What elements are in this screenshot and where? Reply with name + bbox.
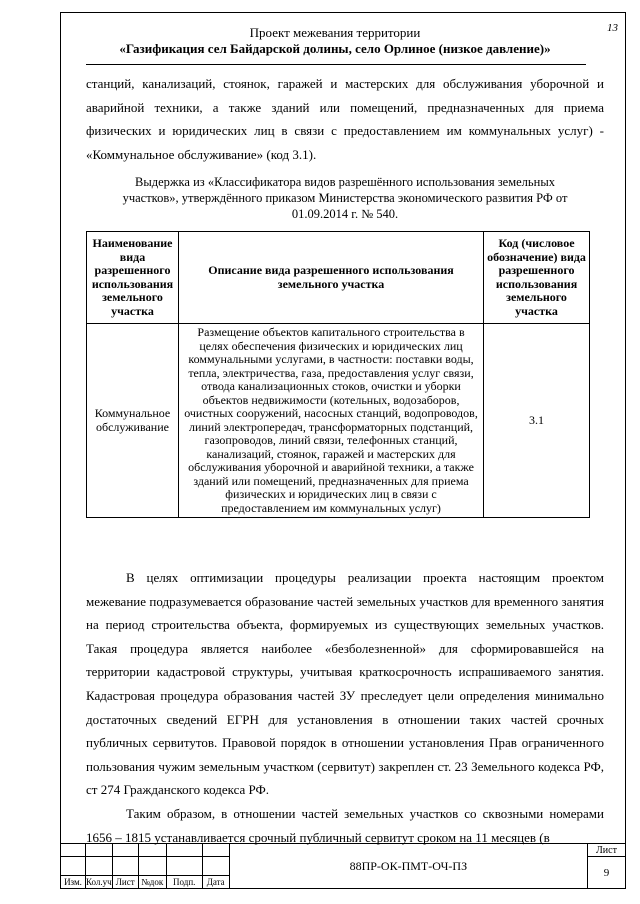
caption-line: участков», утверждённого приказом Министерства экономического развития РФ от bbox=[122, 191, 568, 205]
header-divider bbox=[86, 64, 586, 65]
stamp-column-label: Подп. bbox=[166, 875, 202, 888]
document-code: 88ПР-ОК-ПМТ-ОЧ-ПЗ bbox=[229, 844, 587, 889]
stamp-cell bbox=[61, 857, 86, 875]
table-row bbox=[87, 324, 590, 518]
stamp-column-label: Лист bbox=[112, 875, 138, 888]
column-header-description: Описание вида разрешенного использования земельного участка bbox=[178, 232, 483, 324]
stamp-cell bbox=[61, 844, 86, 857]
stamp-cell bbox=[86, 857, 113, 875]
cell-code: 3.1 bbox=[484, 324, 590, 518]
title-block-stamp bbox=[60, 843, 626, 889]
stamp-cell bbox=[202, 844, 229, 857]
body-paragraph: В целях оптимизации процедуры реализации проекта настоящим проектом межевание подразумевается образование частей земельных участков для временного занятия на период строительства объекта, формируемых из существующих земельных участков. Такая процедура является наиболее «безболезненной» для сформировавшейся на территории кадастровой структуры, учитывая краткосрочность испрашиваемого занятия. Кадастровая процедура образования частей ЗУ преследует цели определения минимально достаточных сведений ЕГРН для установления в отношении таких частей срочных публичных сервитутов. Правовой порядок в отношении установления Прав ограниченного пользования чужим земельным участком (сервитут) закреплен ст. 23 Земельного кодекса РФ, ст 274 Гражданского кодекса РФ. bbox=[86, 570, 604, 798]
intro-paragraph bbox=[86, 72, 604, 166]
stamp-cell bbox=[138, 857, 166, 875]
stamp-cell bbox=[166, 857, 202, 875]
table-caption bbox=[86, 174, 604, 222]
document-header bbox=[75, 25, 595, 57]
stamp-column-label: №док bbox=[138, 875, 166, 888]
sheet-label: Лист bbox=[588, 844, 626, 857]
main-body bbox=[86, 566, 604, 849]
stamp-column-label: Кол.уч bbox=[86, 876, 112, 887]
stamp-column-label: Дата bbox=[202, 875, 229, 888]
stamp-cell bbox=[138, 844, 166, 857]
stamp-cell bbox=[86, 844, 113, 857]
sheet-number: 9 bbox=[588, 857, 626, 889]
column-header-name: Наименование вида разрешенного использования земельного участка bbox=[87, 232, 179, 324]
header-title: Проект межевания территории bbox=[249, 25, 421, 40]
classifier-table bbox=[86, 231, 590, 518]
caption-line: Выдержка из «Классификатора видов разрешённого использования земельных bbox=[135, 175, 555, 189]
stamp-column-label: Изм. bbox=[61, 875, 86, 888]
stamp-cell bbox=[112, 857, 138, 875]
stamp-cell bbox=[202, 857, 229, 875]
header-project-name: «Газификация сел Байдарской долины, село Орлиное (низкое давление)» bbox=[119, 41, 551, 56]
column-header-code: Код (числовое обозначение) вида разрешенного использования земельного участка bbox=[484, 232, 590, 324]
cell-name: Коммунальное обслуживание bbox=[87, 324, 179, 518]
stamp-cell bbox=[112, 844, 138, 857]
caption-line: 01.09.2014 г. № 540. bbox=[291, 207, 399, 221]
body-paragraph: Таким образом, в отношении частей земельных участков со сквозными номерами 1656 – 1815 устанавливается срочный публичный сервитут сроком на 11 месяцев (в bbox=[86, 805, 604, 845]
cell-description: Размещение объектов капитального строительства в целях обеспечения физических и юридических лиц коммунальными услугами, в частности: поставки воды, тепла, электричества, газа, предоставления услуг связи, отвода канализационных стоков, очистки и уборки объектов недвижимости (котельных, водозаборов, очистных сооружений, насосных станций, водопроводов, линий электропередач, трансформаторных подстанций, газопроводов, линий связи, телефонных станций, канализаций, стоянок, гаражей и мастерских для обслуживания уборочной и аварийной техники, а также зданий или помещений, предназначенных для приема физических и юридических лиц в связи с предоставлением им коммунальных услуг) bbox=[178, 324, 483, 518]
stamp-cell bbox=[166, 844, 202, 857]
intro-text: станций, канализаций, стоянок, гаражей и мастерских для обслуживания уборочной и аварийной техники, а также зданий или помещений, предназначенных для приема физических и юридических лиц в связи с предоставлением им коммунальных услуг) - «Коммунальное обслуживание» (код 3.1). bbox=[86, 76, 604, 162]
page-number: 13 bbox=[607, 22, 618, 34]
